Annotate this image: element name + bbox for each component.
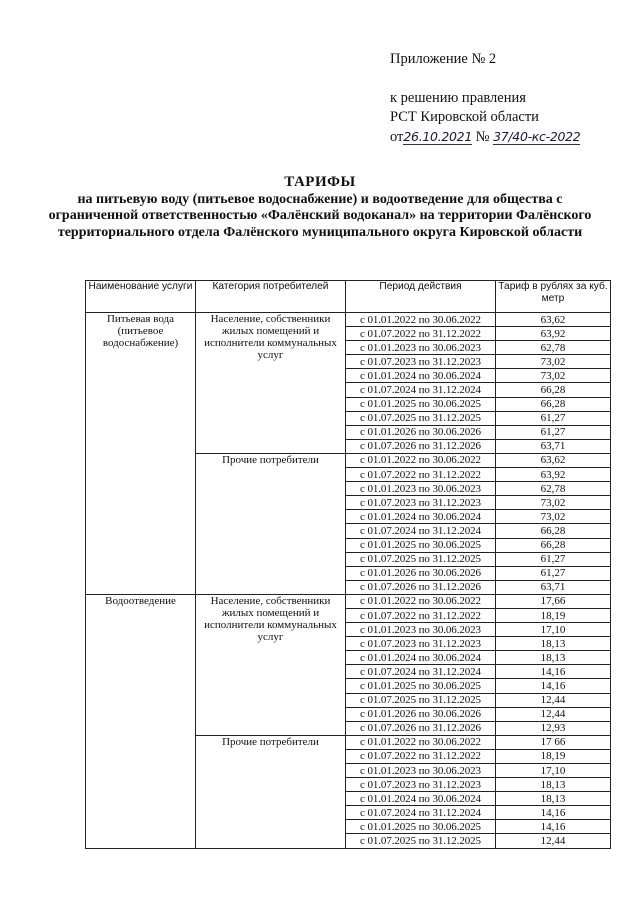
period-cell: с 01.01.2026 по 30.06.2026 [346, 566, 496, 580]
rate-cell: 14,16 [496, 679, 611, 693]
header-category: Категория потребителей [196, 281, 346, 313]
header-period: Период действия [346, 281, 496, 313]
period-cell: с 01.07.2026 по 31.12.2026 [346, 439, 496, 453]
period-cell: с 01.07.2026 по 31.12.2026 [346, 580, 496, 594]
period-cell: с 01.07.2025 по 31.12.2025 [346, 552, 496, 566]
period-cell: с 01.07.2025 по 31.12.2025 [346, 411, 496, 425]
decision-number: 37/40-кс-2022 [493, 129, 581, 144]
table-row [86, 313, 611, 327]
consumer-category-cell: Прочие потребители [196, 453, 346, 594]
period-cell: с 01.01.2025 по 30.06.2025 [346, 679, 496, 693]
period-cell: с 01.01.2023 по 30.06.2023 [346, 623, 496, 637]
rate-cell: 12,44 [496, 834, 611, 848]
period-cell: с 01.01.2025 по 30.06.2025 [346, 397, 496, 411]
period-cell: с 01.07.2026 по 31.12.2026 [346, 721, 496, 735]
period-cell: с 01.01.2022 по 30.06.2022 [346, 313, 496, 327]
authority-line: РСТ Кировской области [390, 109, 539, 125]
consumer-category-cell: Прочие потребители [196, 735, 346, 848]
rate-cell: 66,28 [496, 397, 611, 411]
rate-cell: 63,71 [496, 580, 611, 594]
rate-cell: 73,02 [496, 369, 611, 383]
period-cell: с 01.07.2024 по 31.12.2024 [346, 665, 496, 679]
rate-cell: 18,13 [496, 637, 611, 651]
heading-subtitle: на питьевую воду (питьевое водоснабжение) и водоотведение для общества с ограниченной ответственностью «Фалёнский водоканал» на территории Фалёнского территориального отдела Фалёнского муниципального округа Кировской области [48, 191, 592, 240]
header-rate: Тариф в рублях за куб. метр [496, 281, 611, 313]
rate-cell: 17,10 [496, 764, 611, 778]
rate-cell: 73,02 [496, 510, 611, 524]
rate-cell: 73,02 [496, 496, 611, 510]
period-cell: с 01.07.2022 по 31.12.2022 [346, 468, 496, 482]
period-cell: с 01.01.2026 по 30.06.2026 [346, 707, 496, 721]
period-cell: с 01.01.2024 по 30.06.2024 [346, 651, 496, 665]
period-cell: с 01.07.2024 по 31.12.2024 [346, 383, 496, 397]
number-prefix: № [475, 129, 490, 145]
rate-cell: 63,92 [496, 468, 611, 482]
rate-cell: 18,19 [496, 749, 611, 763]
appendix-title: Приложение № 2 [390, 51, 497, 67]
table-row [86, 594, 611, 608]
rate-cell: 62,78 [496, 341, 611, 355]
tariff-table [85, 280, 611, 849]
document-heading [40, 174, 600, 241]
rate-cell: 61,27 [496, 552, 611, 566]
rate-cell: 18,13 [496, 792, 611, 806]
rate-cell: 14,16 [496, 820, 611, 834]
rate-cell: 63,62 [496, 313, 611, 327]
period-cell: с 01.01.2023 по 30.06.2023 [346, 764, 496, 778]
date-prefix: от [390, 129, 404, 145]
period-cell: с 01.01.2024 по 30.06.2024 [346, 792, 496, 806]
rate-cell: 62,78 [496, 482, 611, 496]
period-cell: с 01.07.2022 по 31.12.2022 [346, 749, 496, 763]
rate-cell: 73,02 [496, 355, 611, 369]
period-cell: с 01.07.2022 по 31.12.2022 [346, 327, 496, 341]
rate-cell: 61,27 [496, 411, 611, 425]
consumer-category-cell: Население, собственники жилых помещений и исполнители коммунальных услуг [196, 313, 346, 454]
decision-line: к решению правления [390, 90, 526, 106]
decision-date: 26.10.2021 [403, 129, 472, 144]
rate-cell: 17,66 [496, 594, 611, 608]
period-cell: с 01.07.2023 по 31.12.2023 [346, 778, 496, 792]
appendix-block [390, 50, 630, 147]
period-cell: с 01.07.2023 по 31.12.2023 [346, 637, 496, 651]
rate-cell: 18,13 [496, 651, 611, 665]
header-service: Наименование услуги [86, 281, 196, 313]
date-number-line [390, 127, 630, 147]
rate-cell: 12,44 [496, 693, 611, 707]
period-cell: с 01.01.2022 по 30.06.2022 [346, 735, 496, 749]
period-cell: с 01.01.2023 по 30.06.2023 [346, 341, 496, 355]
period-cell: с 01.01.2022 по 30.06.2022 [346, 594, 496, 608]
period-cell: с 01.07.2023 по 31.12.2023 [346, 496, 496, 510]
rate-cell: 63,71 [496, 439, 611, 453]
period-cell: с 01.01.2024 по 30.06.2024 [346, 510, 496, 524]
rate-cell: 18,19 [496, 608, 611, 622]
period-cell: с 01.07.2024 по 31.12.2024 [346, 806, 496, 820]
rate-cell: 66,28 [496, 383, 611, 397]
table-header-row [86, 281, 611, 313]
rate-cell: 61,27 [496, 566, 611, 580]
rate-cell: 12,93 [496, 721, 611, 735]
rate-cell: 17 66 [496, 735, 611, 749]
rate-cell: 12,44 [496, 707, 611, 721]
period-cell: с 01.07.2022 по 31.12.2022 [346, 608, 496, 622]
rate-cell: 66,28 [496, 538, 611, 552]
rate-cell: 66,28 [496, 524, 611, 538]
period-cell: с 01.01.2022 по 30.06.2022 [346, 453, 496, 467]
period-cell: с 01.07.2025 по 31.12.2025 [346, 834, 496, 848]
period-cell: с 01.01.2025 по 30.06.2025 [346, 538, 496, 552]
rate-cell: 18,13 [496, 778, 611, 792]
service-name-cell: Питьевая вода (питьевое водоснабжение) [86, 313, 196, 595]
rate-cell: 14,16 [496, 665, 611, 679]
rate-cell: 61,27 [496, 425, 611, 439]
rate-cell: 63,92 [496, 327, 611, 341]
rate-cell: 14,16 [496, 806, 611, 820]
period-cell: с 01.07.2025 по 31.12.2025 [346, 693, 496, 707]
period-cell: с 01.07.2024 по 31.12.2024 [346, 524, 496, 538]
rate-cell: 17,10 [496, 623, 611, 637]
period-cell: с 01.01.2024 по 30.06.2024 [346, 369, 496, 383]
period-cell: с 01.01.2023 по 30.06.2023 [346, 482, 496, 496]
period-cell: с 01.07.2023 по 31.12.2023 [346, 355, 496, 369]
heading-title: ТАРИФЫ [284, 174, 356, 190]
consumer-category-cell: Население, собственники жилых помещений и исполнители коммунальных услуг [196, 594, 346, 735]
period-cell: с 01.01.2026 по 30.06.2026 [346, 425, 496, 439]
tariff-table-body [86, 313, 611, 849]
rate-cell: 63,62 [496, 453, 611, 467]
period-cell: с 01.01.2025 по 30.06.2025 [346, 820, 496, 834]
service-name-cell: Водоотведение [86, 594, 196, 848]
